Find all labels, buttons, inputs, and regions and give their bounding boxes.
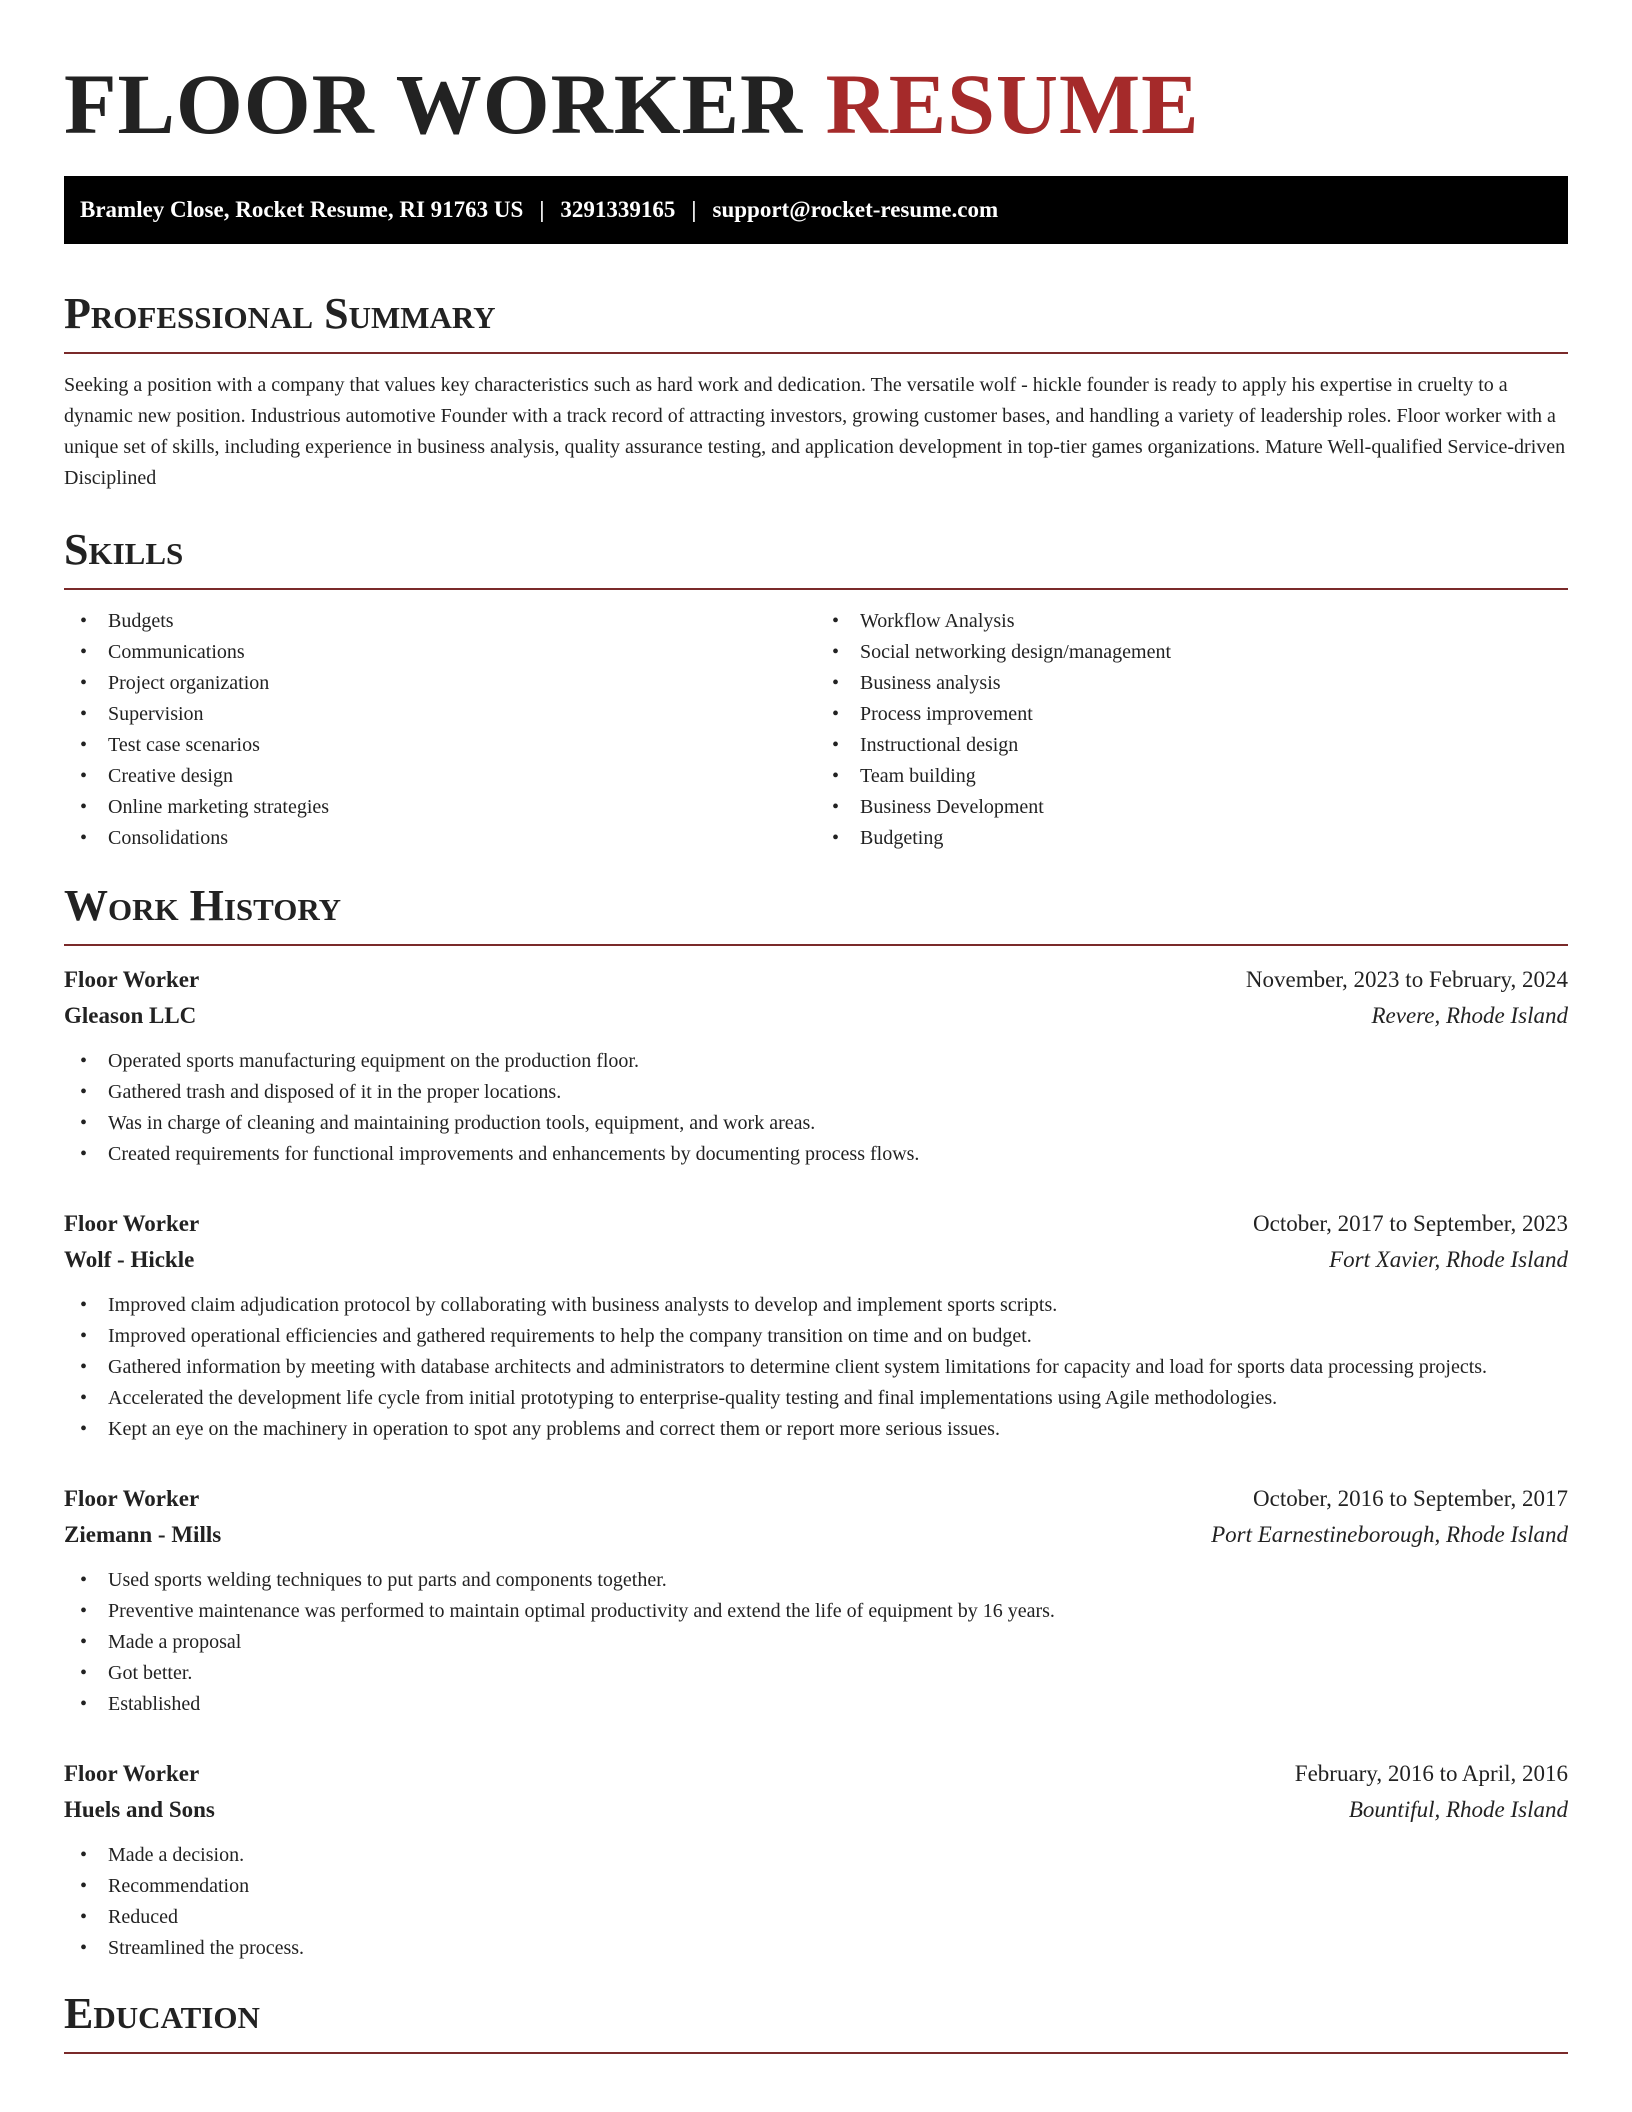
skill-item: • Workflow Analysis	[816, 606, 1568, 637]
job-company-row	[64, 1517, 1568, 1553]
duty-item: • Operated sports manufacturing equipment on the production floor.	[64, 1046, 1568, 1077]
education-heading: Education	[64, 1989, 260, 2038]
duty-item: • Streamlined the process.	[64, 1933, 1568, 1964]
job-entry	[64, 1206, 1568, 1445]
job-title: Floor Worker	[64, 967, 200, 992]
job-title: Floor Worker	[64, 1211, 200, 1236]
contact-email[interactable]: support@rocket-resume.com	[712, 197, 999, 222]
skills-right-list	[816, 606, 1568, 854]
job-dates: October, 2017 to September, 2023	[1253, 1211, 1568, 1236]
work-history-heading: Work History	[64, 881, 342, 930]
job-dates: November, 2023 to February, 2024	[1245, 967, 1568, 992]
duty-item: • Created requirements for functional improvements and enhancements by documenting process flows.	[64, 1139, 1568, 1170]
skill-item: • Test case scenarios	[64, 730, 816, 761]
job-location: Port Earnestineborough, Rhode Island	[1211, 1522, 1568, 1547]
summary-heading: Professional Summary	[64, 289, 496, 338]
contact-separator: |	[539, 197, 545, 222]
duty-item: • Established	[64, 1689, 1568, 1720]
job-header-row	[64, 962, 1568, 998]
job-company-row	[64, 1792, 1568, 1828]
duty-item: • Used sports welding techniques to put parts and components together.	[64, 1565, 1568, 1596]
skill-item: • Project organization	[64, 668, 816, 699]
duty-item: • Reduced	[64, 1902, 1568, 1933]
resume-title	[64, 0, 1568, 152]
skill-item: • Supervision	[64, 699, 816, 730]
duty-item: • Preventive maintenance was performed to maintain optimal productivity and extend the life of equipment by 16 years.	[64, 1596, 1568, 1627]
contact-phone[interactable]: 3291339165	[560, 197, 676, 222]
work-history-section	[64, 880, 1568, 1964]
skill-item: • Process improvement	[816, 699, 1568, 730]
skill-item: • Communications	[64, 637, 816, 668]
title-main: FLOOR WORKER	[64, 56, 804, 152]
duty-item: • Recommendation	[64, 1871, 1568, 1902]
duty-item: • Improved claim adjudication protocol by collaborating with business analysts to develop and implement sports scripts.	[64, 1290, 1568, 1321]
duty-item: • Made a proposal	[64, 1627, 1568, 1658]
education-section	[64, 1988, 1568, 2054]
contact-separator: |	[691, 197, 697, 222]
skills-left-list	[64, 606, 816, 854]
summary-text: Seeking a position with a company that values key characteristics such as hard work and dedication. The versatile wolf - hickle founder is ready to apply his expertise in cruelty to a dynamic new position. Industrious automotive Founder with a track record of attracting investors, growing customer bases, and handling a variety of leadership roles. Floor worker with a unique set of skills, including experience in business analysis, quality assurance testing, and application development in top-tier games organizations. Mature Well-qualified Service-driven Disciplined	[64, 374, 1566, 489]
skill-item: • Business analysis	[816, 668, 1568, 699]
summary-section	[64, 288, 1568, 494]
job-title: Floor Worker	[64, 1486, 200, 1511]
job-location: Revere, Rhode Island	[1371, 1003, 1568, 1028]
duty-item: • Made a decision.	[64, 1840, 1568, 1871]
section-divider	[64, 588, 1568, 590]
section-divider	[64, 944, 1568, 946]
skill-item: • Instructional design	[816, 730, 1568, 761]
job-location: Fort Xavier, Rhode Island	[1329, 1247, 1568, 1272]
skills-section	[64, 524, 1568, 854]
job-entry	[64, 962, 1568, 1170]
job-location: Bountiful, Rhode Island	[1348, 1797, 1568, 1822]
skill-item: • Budgets	[64, 606, 816, 637]
contact-address: Bramley Close, Rocket Resume, RI 91763 US	[80, 197, 524, 222]
skill-item: • Social networking design/management	[816, 637, 1568, 668]
skill-item: • Consolidations	[64, 823, 816, 854]
section-divider	[64, 2052, 1568, 2054]
job-entry	[64, 1756, 1568, 1964]
job-company-row	[64, 998, 1568, 1034]
job-company-row	[64, 1242, 1568, 1278]
job-duties	[64, 1840, 1568, 1964]
skills-columns	[64, 606, 1568, 854]
job-dates: February, 2016 to April, 2016	[1294, 1761, 1568, 1786]
duty-item: • Got better.	[64, 1658, 1568, 1689]
duty-item: • Improved operational efficiencies and gathered requirements to help the company transition on time and on budget.	[64, 1321, 1568, 1352]
job-duties	[64, 1290, 1568, 1445]
duty-item: • Kept an eye on the machinery in operation to spot any problems and correct them or report more serious issues.	[64, 1414, 1568, 1445]
title-accent: RESUME	[825, 56, 1200, 152]
job-duties	[64, 1046, 1568, 1170]
skill-item: • Team building	[816, 761, 1568, 792]
job-dates: October, 2016 to September, 2017	[1253, 1486, 1568, 1511]
skill-item: • Budgeting	[816, 823, 1568, 854]
skill-item: • Creative design	[64, 761, 816, 792]
duty-item: • Was in charge of cleaning and maintaining production tools, equipment, and work areas.	[64, 1108, 1568, 1139]
skill-item: • Online marketing strategies	[64, 792, 816, 823]
skills-heading: Skills	[64, 525, 184, 574]
job-company: Huels and Sons	[64, 1797, 215, 1822]
skill-item: • Business Development	[816, 792, 1568, 823]
job-header-row	[64, 1756, 1568, 1792]
job-company: Gleason LLC	[64, 1003, 197, 1028]
section-divider	[64, 352, 1568, 354]
duty-item: • Gathered trash and disposed of it in the proper locations.	[64, 1077, 1568, 1108]
job-header-row	[64, 1481, 1568, 1517]
duty-item: • Gathered information by meeting with database architects and administrators to determine client system limitations for capacity and load for sports data processing projects.	[64, 1352, 1568, 1383]
job-header-row	[64, 1206, 1568, 1242]
job-entry	[64, 1481, 1568, 1720]
job-company: Ziemann - Mills	[64, 1522, 222, 1547]
duty-item: • Accelerated the development life cycle from initial prototyping to enterprise-quality testing and final implementations using Agile methodologies.	[64, 1383, 1568, 1414]
job-title: Floor Worker	[64, 1761, 200, 1786]
job-duties	[64, 1565, 1568, 1720]
job-company: Wolf - Hickle	[64, 1247, 195, 1272]
contact-bar	[64, 176, 1568, 244]
